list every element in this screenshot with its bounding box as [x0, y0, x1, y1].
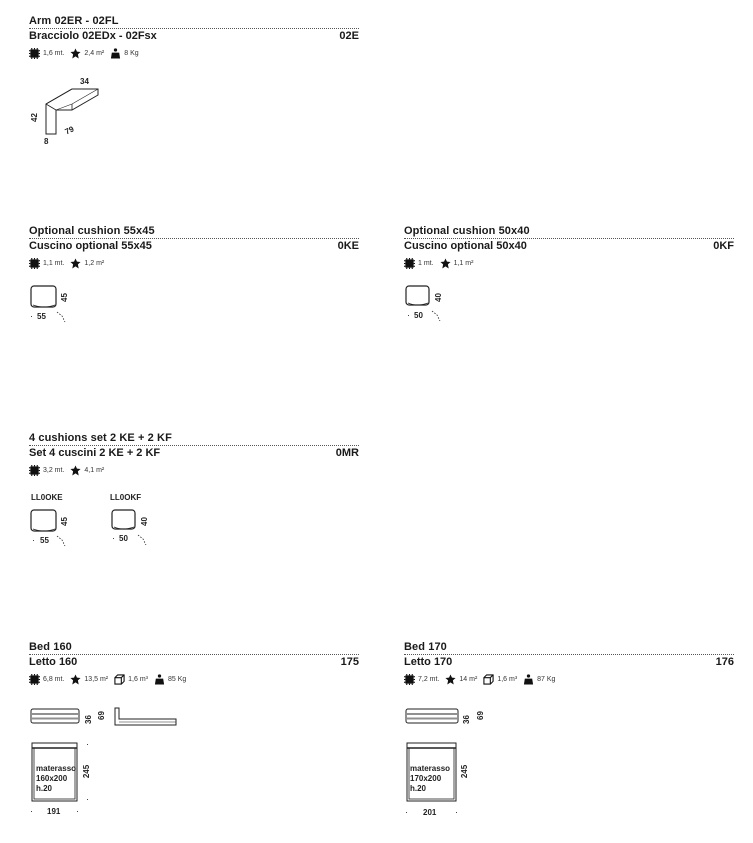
- bed-170-front-view: [404, 705, 464, 729]
- leather-value: 4,1 m²: [84, 466, 105, 474]
- weight-value: 8 Kg: [124, 49, 139, 57]
- fabric-value: 1,6 mt.: [43, 49, 65, 57]
- cushion-55x45-dim-width: 55: [37, 312, 46, 321]
- arm-dim-width: 34: [80, 77, 89, 86]
- title-it: Cuscino optional 50x40: [404, 240, 527, 252]
- fabric-icon: [29, 674, 40, 685]
- bed-170-dim-width: 201: [423, 808, 437, 817]
- divider: [404, 654, 734, 655]
- volume-icon: [114, 674, 125, 685]
- bed-170-dim-h1: 36: [461, 715, 471, 724]
- bed-160-front-view: [29, 705, 184, 729]
- fabric-value: 1,1 mt.: [43, 259, 65, 267]
- title-en: Bed 160: [29, 641, 72, 653]
- mattress-line3: h.20: [36, 784, 53, 793]
- fabric-icon: [29, 465, 40, 476]
- arm-dim-depth: 79: [63, 124, 76, 137]
- bed-170-dim-h2: 69: [475, 711, 485, 720]
- title-it: Letto 160: [29, 656, 78, 668]
- fabric-icon: [29, 258, 40, 269]
- divider: [29, 28, 359, 29]
- weight-icon: [523, 674, 534, 685]
- leather-value: 13,5 m²: [84, 675, 109, 683]
- set4-kf-dim-width: 50: [119, 534, 128, 543]
- title-en: Arm 02ER - 02FL: [29, 15, 119, 27]
- mattress-line1: materasso: [36, 764, 77, 773]
- set4-ke-dim-width: 55: [40, 536, 49, 545]
- title-en: 4 cushions set 2 KE + 2 KF: [29, 432, 172, 444]
- leather-icon: [70, 258, 81, 269]
- fabric-value: 7,2 mt.: [418, 675, 440, 683]
- divider: [404, 238, 734, 239]
- volume-value: 1,6 m³: [497, 675, 518, 683]
- bed-170-mattress-label: [410, 764, 450, 794]
- fabric-icon: [404, 674, 415, 685]
- variant-label: LL0OKF: [110, 493, 142, 502]
- title-it: Cuscino optional 55x45: [29, 240, 152, 252]
- fabric-value: 3,2 mt.: [43, 466, 65, 474]
- fabric-icon: [29, 48, 40, 59]
- title-it: Letto 170: [404, 656, 453, 668]
- product-code: 0KF: [713, 240, 734, 252]
- specs: [29, 257, 359, 269]
- set4-ke-dim-height: 45: [59, 517, 69, 526]
- leather-value: 2,4 m²: [84, 49, 105, 57]
- cushion-50x40-dim-height: 40: [433, 293, 443, 302]
- leather-value: 14 m²: [459, 675, 478, 683]
- bed-160-dim-h1: 36: [83, 715, 93, 724]
- specs: [404, 257, 734, 269]
- section-bed-160: [29, 641, 359, 685]
- weight-icon: [154, 674, 165, 685]
- title-en: Optional cushion 50x40: [404, 225, 530, 237]
- cushion-50x40-drawing: [404, 284, 449, 324]
- volume-icon: [483, 674, 494, 685]
- title-it: Set 4 cuscini 2 KE + 2 KF: [29, 447, 161, 459]
- product-code: 0KE: [337, 240, 359, 252]
- title-en: Bed 170: [404, 641, 447, 653]
- arm-dim-thickness: 8: [44, 137, 49, 146]
- section-arm: [29, 15, 359, 59]
- product-code: 175: [340, 656, 359, 668]
- section-bed-170: [404, 641, 734, 685]
- mattress-line1: materasso: [410, 764, 451, 773]
- divider: [29, 445, 359, 446]
- volume-value: 1,6 m³: [128, 675, 148, 683]
- section-set-4-cushions: [29, 432, 359, 476]
- divider: [29, 238, 359, 239]
- product-code: 02E: [339, 30, 359, 42]
- leather-value: 1,1 m²: [453, 259, 474, 267]
- specs: [29, 47, 359, 59]
- bed-160-dim-width: 191: [47, 807, 61, 816]
- bed-160-dim-length: 245: [82, 764, 92, 779]
- specs: [404, 673, 734, 685]
- bed-160-dim-h2: 69: [96, 711, 106, 720]
- section-cushion-55x45: [29, 225, 359, 269]
- product-code: 176: [715, 656, 734, 668]
- weight-icon: [110, 48, 121, 59]
- specs: [29, 464, 359, 476]
- leather-icon: [70, 48, 81, 59]
- weight-value: 87 Kg: [537, 675, 556, 683]
- section-cushion-50x40: [404, 225, 734, 269]
- leather-icon: [70, 674, 81, 685]
- leather-icon: [70, 465, 81, 476]
- cushion-55x45-dim-height: 45: [59, 293, 69, 302]
- mattress-line3: h.20: [410, 784, 427, 793]
- set4-kf-dim-height: 40: [139, 517, 149, 526]
- fabric-value: 6,8 mt.: [43, 675, 65, 683]
- fabric-icon: [404, 258, 415, 269]
- specs: [29, 673, 359, 685]
- title-en: Optional cushion 55x45: [29, 225, 155, 237]
- leather-value: 1,2 m²: [84, 259, 105, 267]
- mattress-line2: 160x200: [36, 774, 68, 783]
- bed-160-mattress-label: [36, 764, 76, 794]
- leather-icon: [445, 674, 456, 685]
- product-code: 0MR: [335, 447, 359, 459]
- cushion-50x40-dim-width: 50: [414, 311, 423, 320]
- title-it: Bracciolo 02EDx - 02Fsx: [29, 30, 157, 42]
- weight-value: 85 Kg: [167, 675, 187, 683]
- cushion-55x45-drawing: [29, 284, 74, 324]
- leather-icon: [440, 258, 451, 269]
- arm-dim-height: 42: [29, 113, 39, 122]
- bed-170-dim-length: 245: [460, 764, 470, 779]
- fabric-value: 1 mt.: [418, 259, 434, 267]
- mattress-line2: 170x200: [410, 774, 442, 783]
- variant-label: LL0OKE: [31, 493, 63, 502]
- arm-drawing: [38, 82, 108, 144]
- set4-cushion-ke-drawing: [29, 508, 74, 548]
- divider: [29, 654, 359, 655]
- set4-cushion-kf-drawing: [110, 508, 155, 548]
